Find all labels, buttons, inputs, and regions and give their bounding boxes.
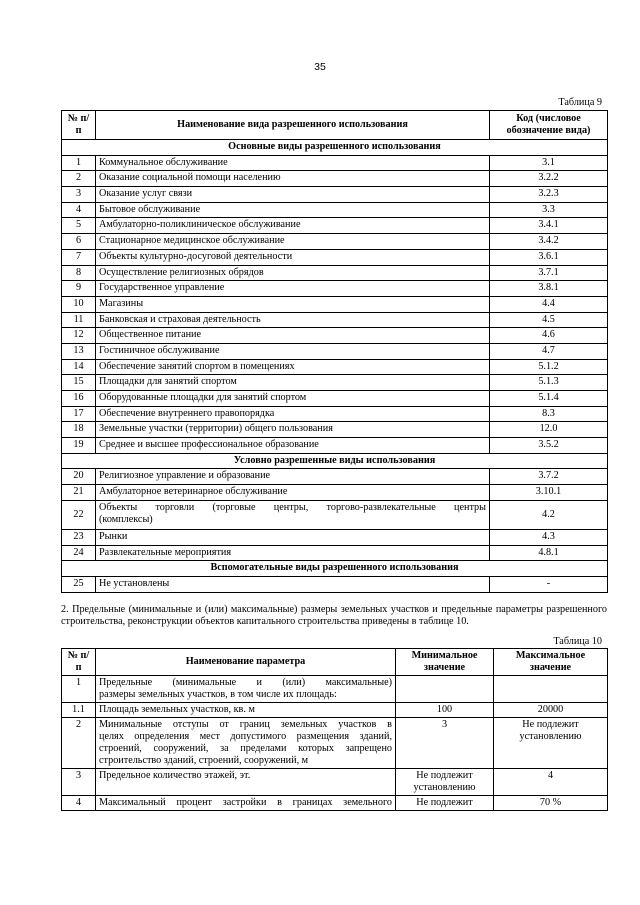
table-row (62, 500, 608, 529)
row-code: 3.8.1 (490, 281, 608, 297)
table-row (62, 187, 608, 203)
table-row (62, 406, 608, 422)
row-param-name (96, 676, 396, 703)
table-9-caption: Таблица 9 (558, 97, 602, 108)
row-num: 13 (62, 343, 96, 359)
row-param-name: Предельное количество этажей, эт. (96, 769, 396, 796)
table-row (62, 676, 608, 703)
table-row (62, 422, 608, 438)
row-name: Оказание социальной помощи населению (96, 171, 490, 187)
header-num: № п/п (62, 111, 96, 140)
table-10-header-row (62, 649, 608, 676)
row-name: Амбулаторно-поликлиническое обслуживание (96, 218, 490, 234)
row-num: 1 (62, 155, 96, 171)
row-num: 22 (62, 500, 96, 529)
row-max-line: установлению (519, 731, 582, 743)
row-num: 20 (62, 469, 96, 485)
row-num: 4 (62, 202, 96, 218)
row-num: 11 (62, 312, 96, 328)
row-name: Гостиничное обслуживание (96, 343, 490, 359)
row-num: 16 (62, 391, 96, 407)
row-name: Коммунальное обслуживание (96, 155, 490, 171)
row-code: 3.3 (490, 202, 608, 218)
section-title: Условно разрешенные виды использования (62, 453, 608, 469)
row-num: 2 (62, 718, 96, 769)
row-num: 7 (62, 249, 96, 265)
table-row (62, 155, 608, 171)
table-row (62, 545, 608, 561)
table-row (62, 469, 608, 485)
table-row (62, 529, 608, 545)
row-max (494, 718, 608, 769)
table-row (62, 769, 608, 796)
row-code: 4.3 (490, 529, 608, 545)
row-name: Обеспечение внутреннего правопорядка (96, 406, 490, 422)
table-row (62, 296, 608, 312)
row-min (396, 676, 494, 703)
table-row (62, 438, 608, 454)
row-param-name: Площадь земельных участков, кв. м (96, 703, 396, 718)
table-row (62, 703, 608, 718)
row-name: Магазины (96, 296, 490, 312)
row-num: 23 (62, 529, 96, 545)
row-code: 8.3 (490, 406, 608, 422)
row-min: 3 (396, 718, 494, 769)
header-num: № п/п (62, 649, 96, 676)
row-name: Среднее и высшее профессиональное образование (96, 438, 490, 454)
row-name: Государственное управление (96, 281, 490, 297)
row-num: 15 (62, 375, 96, 391)
row-name: Оборудованные площадки для занятий спортом (96, 391, 490, 407)
row-code: 5.1.3 (490, 375, 608, 391)
row-code: 3.7.2 (490, 469, 608, 485)
row-num: 6 (62, 234, 96, 250)
row-code: 3.10.1 (490, 485, 608, 501)
row-name: Земельные участки (территории) общего пользования (96, 422, 490, 438)
row-code: 4.2 (490, 500, 608, 529)
row-name-line: размеры земельных участков, в том числе их площадь: (99, 689, 337, 701)
table-row (62, 265, 608, 281)
row-code: 4.4 (490, 296, 608, 312)
table-row (62, 343, 608, 359)
row-code: 3.2.3 (490, 187, 608, 203)
table-9 (61, 110, 608, 593)
table-9-header-row (62, 111, 608, 140)
row-name: Бытовое обслуживание (96, 202, 490, 218)
row-code: 3.6.1 (490, 249, 608, 265)
row-num: 5 (62, 218, 96, 234)
row-code: 3.7.1 (490, 265, 608, 281)
table-10-caption: Таблица 10 (553, 636, 602, 647)
table-row (62, 485, 608, 501)
row-min: 100 (396, 703, 494, 718)
row-num: 1.1 (62, 703, 96, 718)
row-max-line: Не подлежит (522, 719, 579, 731)
row-code: 3.4.1 (490, 218, 608, 234)
table-row (62, 202, 608, 218)
row-code: 4.8.1 (490, 545, 608, 561)
row-name: Рынки (96, 529, 490, 545)
row-name (96, 500, 490, 529)
row-code: - (490, 576, 608, 592)
paragraph-2: 2. Предельные (минимальные и (или) максимальные) размеры земельных участков и предельные параметры разрешенного строительства, реконструкции объектов капитального строительства приведены в таблице 10. (61, 604, 607, 628)
row-name-line: строений, сооружений, за пределами которых запрещено (99, 743, 392, 755)
row-min: Не подлежит (396, 796, 494, 811)
row-code: 5.1.4 (490, 391, 608, 407)
row-code: 4.7 (490, 343, 608, 359)
row-code: 3.5.2 (490, 438, 608, 454)
row-name: Стационарное медицинское обслуживание (96, 234, 490, 250)
table-10 (61, 648, 608, 811)
row-max (494, 676, 608, 703)
row-name: Общественное питание (96, 328, 490, 344)
table-row (62, 391, 608, 407)
row-min-line: установлению (413, 782, 476, 794)
table-row (62, 328, 608, 344)
table-row (62, 718, 608, 769)
row-name: Банковская и страховая деятельность (96, 312, 490, 328)
row-name: Развлекательные мероприятия (96, 545, 490, 561)
row-name-line: целях определения мест допустимого размещения зданий, (99, 731, 392, 743)
row-param-name: Максимальный процент застройки в границах земельного (96, 796, 396, 811)
row-name-line: (комплексы) (99, 513, 153, 525)
row-num: 12 (62, 328, 96, 344)
row-num: 18 (62, 422, 96, 438)
row-name: Объекты культурно-досуговой деятельности (96, 249, 490, 265)
row-code: 3.4.2 (490, 234, 608, 250)
row-code: 3.1 (490, 155, 608, 171)
row-min (396, 769, 494, 796)
row-code: 4.5 (490, 312, 608, 328)
row-name: Не установлены (96, 576, 490, 592)
table-row (62, 359, 608, 375)
row-num: 17 (62, 406, 96, 422)
table-row (62, 234, 608, 250)
row-name: Осуществление религиозных обрядов (96, 265, 490, 281)
row-name-line: строительство зданий, строений, сооружений, м (99, 755, 309, 767)
table-row (62, 171, 608, 187)
row-name-line: Минимальные отступы от границ земельных участков в (99, 719, 392, 731)
row-num: 21 (62, 485, 96, 501)
row-name: Религиозное управление и образование (96, 469, 490, 485)
row-num: 4 (62, 796, 96, 811)
table-row (62, 312, 608, 328)
row-name: Площадки для занятий спортом (96, 375, 490, 391)
row-name: Оказание услуг связи (96, 187, 490, 203)
table-row (62, 576, 608, 592)
row-name: Обеспечение занятий спортом в помещениях (96, 359, 490, 375)
row-code: 5.1.2 (490, 359, 608, 375)
row-max: 4 (494, 769, 608, 796)
row-code: 3.2.2 (490, 171, 608, 187)
row-num: 9 (62, 281, 96, 297)
row-num: 14 (62, 359, 96, 375)
section-title: Вспомогательные виды разрешенного использования (62, 561, 608, 577)
header-min: Минимальное значение (396, 649, 494, 676)
table-row (62, 796, 608, 811)
table-row (62, 375, 608, 391)
table-row (62, 218, 608, 234)
row-param-name (96, 718, 396, 769)
header-name: Наименование вида разрешенного использования (96, 111, 490, 140)
section-title-row (62, 453, 608, 469)
row-min-line: Не подлежит (416, 770, 473, 782)
row-max: 20000 (494, 703, 608, 718)
row-num: 2 (62, 171, 96, 187)
row-num: 19 (62, 438, 96, 454)
section-title-row (62, 140, 608, 156)
row-code: 4.6 (490, 328, 608, 344)
page-number: 35 (314, 61, 326, 73)
section-title: Основные виды разрешенного использования (62, 140, 608, 156)
table-row (62, 281, 608, 297)
row-num: 25 (62, 576, 96, 592)
row-name-line: Предельные (минимальные и (или) максимальные) (99, 677, 392, 689)
header-code: Код (числовое обозначение вида) (490, 111, 608, 140)
row-num: 3 (62, 187, 96, 203)
table-row (62, 249, 608, 265)
row-num: 3 (62, 769, 96, 796)
row-num: 10 (62, 296, 96, 312)
row-num: 1 (62, 676, 96, 703)
header-param-name: Наименование параметра (96, 649, 396, 676)
row-num: 24 (62, 545, 96, 561)
row-name: Амбулаторное ветеринарное обслуживание (96, 485, 490, 501)
section-title-row (62, 561, 608, 577)
row-name-line: Объекты торговли (торговые центры, торгово-развлекательные центры (99, 501, 486, 513)
row-code: 12.0 (490, 422, 608, 438)
row-max: 70 % (494, 796, 608, 811)
row-num: 8 (62, 265, 96, 281)
header-max: Максимальное значение (494, 649, 608, 676)
